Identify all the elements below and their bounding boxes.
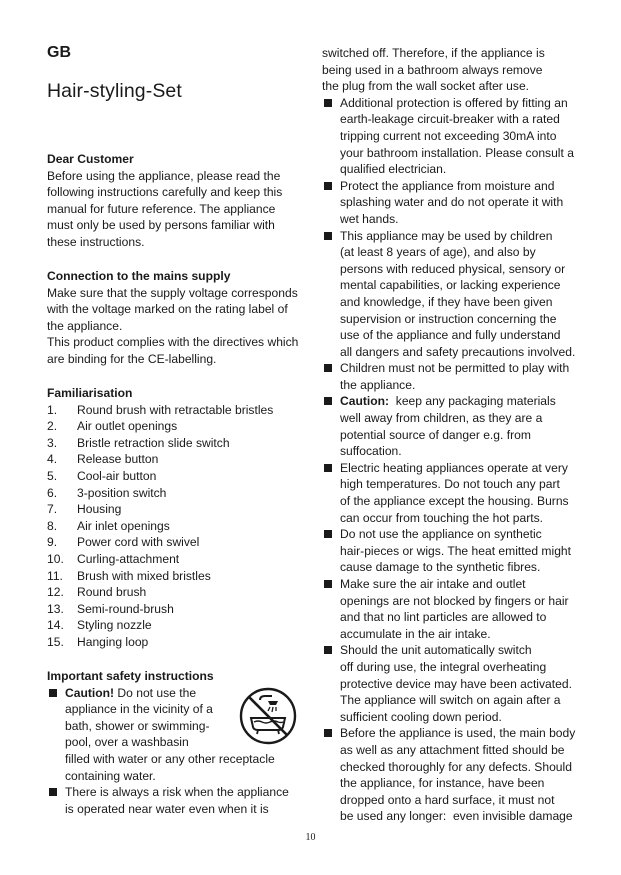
text-line: sufficient cooling down period.: [340, 709, 502, 724]
item-number: 7.: [47, 502, 58, 517]
item-number: 5.: [47, 468, 58, 483]
mains-text: [47, 285, 307, 368]
item-number: 1.: [47, 402, 58, 417]
item-label: Hanging loop: [77, 634, 149, 649]
item-label: Cool-air button: [77, 468, 157, 483]
text-line: hair-pieces or wigs. The heat emitted might: [340, 543, 572, 558]
item-label: Power cord with swivel: [77, 535, 200, 550]
parts-list-item: [47, 485, 307, 502]
page-title: Hair-styling-Set: [47, 80, 182, 102]
right-content: [322, 45, 577, 825]
no-bath-warning-icon: [238, 686, 298, 751]
bullet-square-icon: [324, 182, 332, 190]
caution-label: Caution!: [65, 685, 115, 700]
text-line: and that no lint particles are allowed to: [340, 610, 547, 625]
caution-line: Do not use the: [114, 685, 197, 700]
item-number: 6.: [47, 485, 58, 500]
parts-list-item: [47, 435, 307, 452]
bullet-square-icon: [324, 364, 332, 372]
item-label: Air inlet openings: [77, 518, 170, 533]
item-label: Brush with mixed bristles: [77, 568, 211, 583]
parts-list-item: [47, 518, 307, 535]
text-line: appliance in the vicinity of a: [65, 702, 213, 717]
text-line: protective device may have been activated.: [340, 676, 572, 691]
intro-heading: Dear Customer: [47, 152, 134, 166]
intro-section: [47, 151, 307, 251]
item-label: Round brush with retractable bristles: [77, 402, 274, 417]
text-line: be used any longer: even invisible damage: [340, 809, 573, 824]
text-line: [340, 393, 577, 410]
mains-section: [47, 268, 307, 368]
caution-line: keep any packaging materials: [389, 394, 556, 409]
item-number: 13.: [47, 601, 64, 616]
text-line: checked thoroughly for any defects. Should: [340, 759, 572, 774]
bullet-square-icon: [324, 530, 332, 538]
parts-list-item: [47, 418, 307, 435]
text-line: This product complies with the directives which: [47, 335, 299, 350]
bullet-square-icon: [324, 397, 332, 405]
text-line: Before the appliance is used, the main body: [340, 726, 576, 741]
item-number: 14.: [47, 618, 64, 633]
text-line: pool, over a washbasin: [65, 735, 189, 750]
bullet-square-icon: [49, 689, 57, 697]
language-code: GB: [47, 44, 71, 61]
item-label: Round brush: [77, 585, 147, 600]
text-line: all dangers and safety precautions involved.: [340, 344, 576, 359]
text-line: This appliance may be used by children: [340, 228, 553, 243]
text-line: the appliance, for instance, have been: [340, 776, 545, 791]
item-label: Housing: [77, 502, 122, 517]
text-line: Additional protection is offered by fitting an: [340, 95, 568, 110]
text-line: with the voltage marked on the rating label of: [47, 302, 288, 317]
text-line: as well as any attachment fitted should be: [340, 742, 565, 757]
text-line: tripping current not exceeding 30mA into: [340, 128, 557, 143]
parts-list-item: [47, 402, 307, 419]
text-line: these instructions.: [47, 234, 145, 249]
parts-list-item: [47, 534, 307, 551]
parts-list-item: [47, 584, 307, 601]
text-line: splashing water and do not operate it with: [340, 195, 564, 210]
caution-label: Caution:: [340, 394, 390, 409]
text-line: high temperatures. Do not touch any part: [340, 477, 560, 492]
text-line: containing water.: [65, 768, 156, 783]
text-line: Before using the appliance, please read the: [47, 168, 281, 183]
safety-bullet: [322, 526, 577, 576]
parts-list-item: [47, 501, 307, 518]
text-line: Should the unit automatically switch: [340, 643, 532, 658]
parts-list: [47, 402, 307, 651]
bullet-square-icon: [324, 232, 332, 240]
bullet-square-icon: [324, 580, 332, 588]
item-label: Styling nozzle: [77, 618, 152, 633]
text-line: filled with water or any other receptacle: [65, 751, 275, 766]
risk-bullet: [47, 784, 307, 817]
text-line: Do not use the appliance on synthetic: [340, 527, 542, 542]
familiarisation-heading: Familiarisation: [47, 386, 133, 400]
text-line: must only be used by persons familiar with: [47, 218, 275, 233]
text-line: and knowledge, if they have been given: [340, 294, 553, 309]
text-line: suffocation.: [340, 444, 402, 459]
parts-list-item: [47, 551, 307, 568]
continued-text: [322, 45, 577, 95]
familiarisation-section: [47, 385, 307, 651]
text-line: earth-leakage circuit-breaker with a rated: [340, 112, 560, 127]
safety-bullet-list: [322, 95, 577, 825]
item-number: 15.: [47, 634, 64, 649]
text-line: is operated near water even when it is: [65, 801, 269, 816]
text-line: of the appliance except the housing. Burns: [340, 494, 569, 509]
safety-bullet: [322, 576, 577, 642]
item-label: Curling-attachment: [77, 551, 180, 566]
risk-text: [65, 784, 307, 817]
text-line: the appliance.: [47, 318, 123, 333]
item-number: 12.: [47, 585, 64, 600]
item-number: 3.: [47, 435, 58, 450]
parts-list-item: [47, 468, 307, 485]
text-line: potential source of danger e.g. from: [340, 427, 531, 442]
safety-bullet: [322, 228, 577, 361]
text-line: persons with reduced physical, sensory or: [340, 261, 566, 276]
text-line: There is always a risk when the appliance: [65, 785, 289, 800]
parts-list-item: [47, 634, 307, 651]
text-line: Make sure that the supply voltage corresponds: [47, 285, 298, 300]
item-label: Release button: [77, 452, 159, 467]
text-line: openings are not blocked by fingers or hair: [340, 593, 569, 608]
text-line: qualified electrician.: [340, 162, 447, 177]
item-label: Bristle retraction slide switch: [77, 435, 230, 450]
parts-list-item: [47, 568, 307, 585]
safety-bullet: [322, 360, 577, 393]
item-number: 9.: [47, 535, 58, 550]
parts-list-item: [47, 601, 307, 618]
text-line: accumulate in the air intake.: [340, 626, 491, 641]
safety-bullet: [322, 460, 577, 526]
item-number: 4.: [47, 452, 58, 467]
bullet-square-icon: [324, 99, 332, 107]
text-line: well away from children, as they are a: [340, 411, 543, 426]
bullet-square-icon: [49, 788, 57, 796]
parts-list-item: [47, 451, 307, 468]
mains-heading: Connection to the mains supply: [47, 269, 231, 283]
safety-bullet: [322, 95, 577, 178]
text-line: your bathroom installation. Please consult a: [340, 145, 574, 160]
text-line: being used in a bathroom always remove: [322, 62, 543, 77]
text-line: off during use, the integral overheating: [340, 659, 547, 674]
text-line: Electric heating appliances operate at very: [340, 460, 568, 475]
safety-bullet: [322, 725, 577, 825]
text-line: wet hands.: [340, 211, 399, 226]
item-number: 8.: [47, 518, 58, 533]
bullet-square-icon: [324, 729, 332, 737]
text-line: the plug from the wall socket after use.: [322, 79, 530, 94]
item-label: Semi-round-brush: [77, 601, 174, 616]
text-line: Protect the appliance from moisture and: [340, 178, 555, 193]
text-line: Children must not be permitted to play with: [340, 361, 570, 376]
text-line: bath, shower or swimming-: [65, 718, 210, 733]
text-line: following instructions carefully and keep this: [47, 185, 283, 200]
item-number: 11.: [47, 568, 63, 583]
text-line: can occur from touching the hot parts.: [340, 510, 544, 525]
intro-text: [47, 168, 307, 251]
text-line: cause damage to the synthetic fibres.: [340, 560, 541, 575]
text-line: The appliance will switch on again after a: [340, 693, 561, 708]
text-line: use of the appliance and fully understand: [340, 328, 561, 343]
safety-bullet: [322, 178, 577, 228]
item-number: 10.: [47, 551, 64, 566]
bullet-square-icon: [324, 646, 332, 654]
text-line: are binding for the CE-labelling.: [47, 351, 217, 366]
safety-heading: Important safety instructions: [47, 669, 214, 683]
text-line: Make sure the air intake and outlet: [340, 577, 526, 591]
text-line: the appliance.: [340, 377, 416, 392]
item-label: 3-position switch: [77, 485, 167, 500]
text-line: (at least 8 years of age), and also by: [340, 245, 536, 260]
item-label: Air outlet openings: [77, 419, 178, 434]
page-number: 10: [305, 832, 316, 843]
text-line: mental capabilities, or lacking experience: [340, 278, 561, 293]
text-line: supervision or instruction concerning the: [340, 311, 557, 326]
parts-list-item: [47, 617, 307, 634]
safety-bullet: [322, 642, 577, 725]
text-line: dropped onto a hard surface, it must not: [340, 792, 555, 807]
text-line: switched off. Therefore, if the appliance is: [322, 46, 545, 60]
text-line: manual for future reference. The appliance: [47, 201, 276, 216]
item-number: 2.: [47, 419, 58, 434]
safety-bullet: [322, 393, 577, 459]
bullet-square-icon: [324, 464, 332, 472]
